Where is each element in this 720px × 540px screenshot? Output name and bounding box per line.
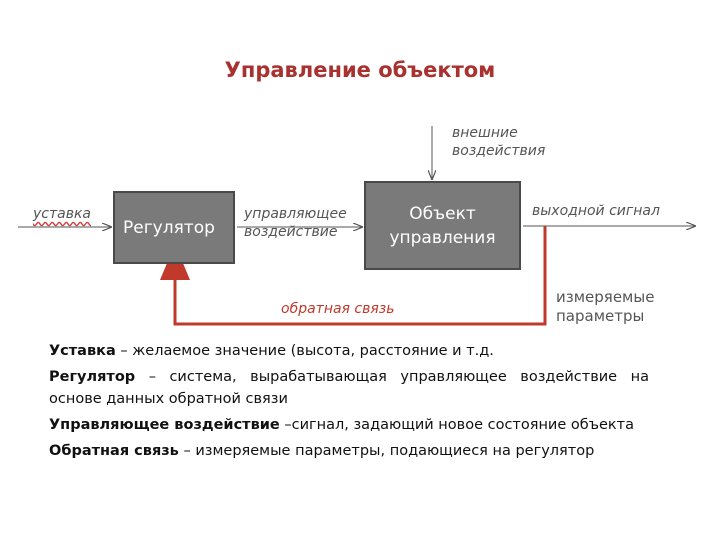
external-line2: воздействия [452, 143, 546, 159]
object-label-line1: Объект [409, 203, 476, 224]
definition-control-action [49, 414, 649, 436]
definition-term: Регулятор [49, 369, 136, 385]
page-title: Управление объектом [224, 58, 496, 82]
control-object-box [364, 181, 521, 270]
definition-term: Уставка [49, 343, 116, 359]
definition-setpoint [49, 340, 649, 362]
feedback-label: обратная связь [281, 301, 395, 317]
definition-regulator [49, 366, 649, 410]
definition-term: Управляющее воздействие [49, 417, 280, 433]
output-signal-label: выходной сигнал [532, 203, 660, 219]
control-action-line1: управляющее [244, 206, 347, 222]
external-actions-label [452, 124, 572, 160]
control-action-line2: воздействие [244, 224, 338, 240]
measured-line2: параметры [556, 307, 645, 325]
measured-params-label [556, 288, 686, 326]
measured-line1: измеряемые [556, 288, 655, 306]
regulator-label: Регулятор [123, 217, 215, 238]
setpoint-label: уставка [33, 206, 92, 222]
definition-text: – желаемое значение (высота, расстояние и т.д. [115, 343, 494, 359]
definition-text: – система, вырабатывающая управляющее воздействие на основе данных обратной связи [49, 369, 649, 407]
definition-text: – измеряемые параметры, подающиеся на регулятор [178, 443, 595, 459]
external-line1: внешние [452, 125, 518, 141]
definition-text: –сигнал, задающий новое состояние объекта [279, 417, 634, 433]
definition-feedback [49, 440, 649, 462]
control-action-label [244, 205, 364, 241]
regulator-box [113, 191, 235, 264]
definition-term: Обратная связь [49, 443, 179, 459]
definitions-list [49, 340, 649, 466]
object-label-line2: управления [389, 227, 496, 248]
